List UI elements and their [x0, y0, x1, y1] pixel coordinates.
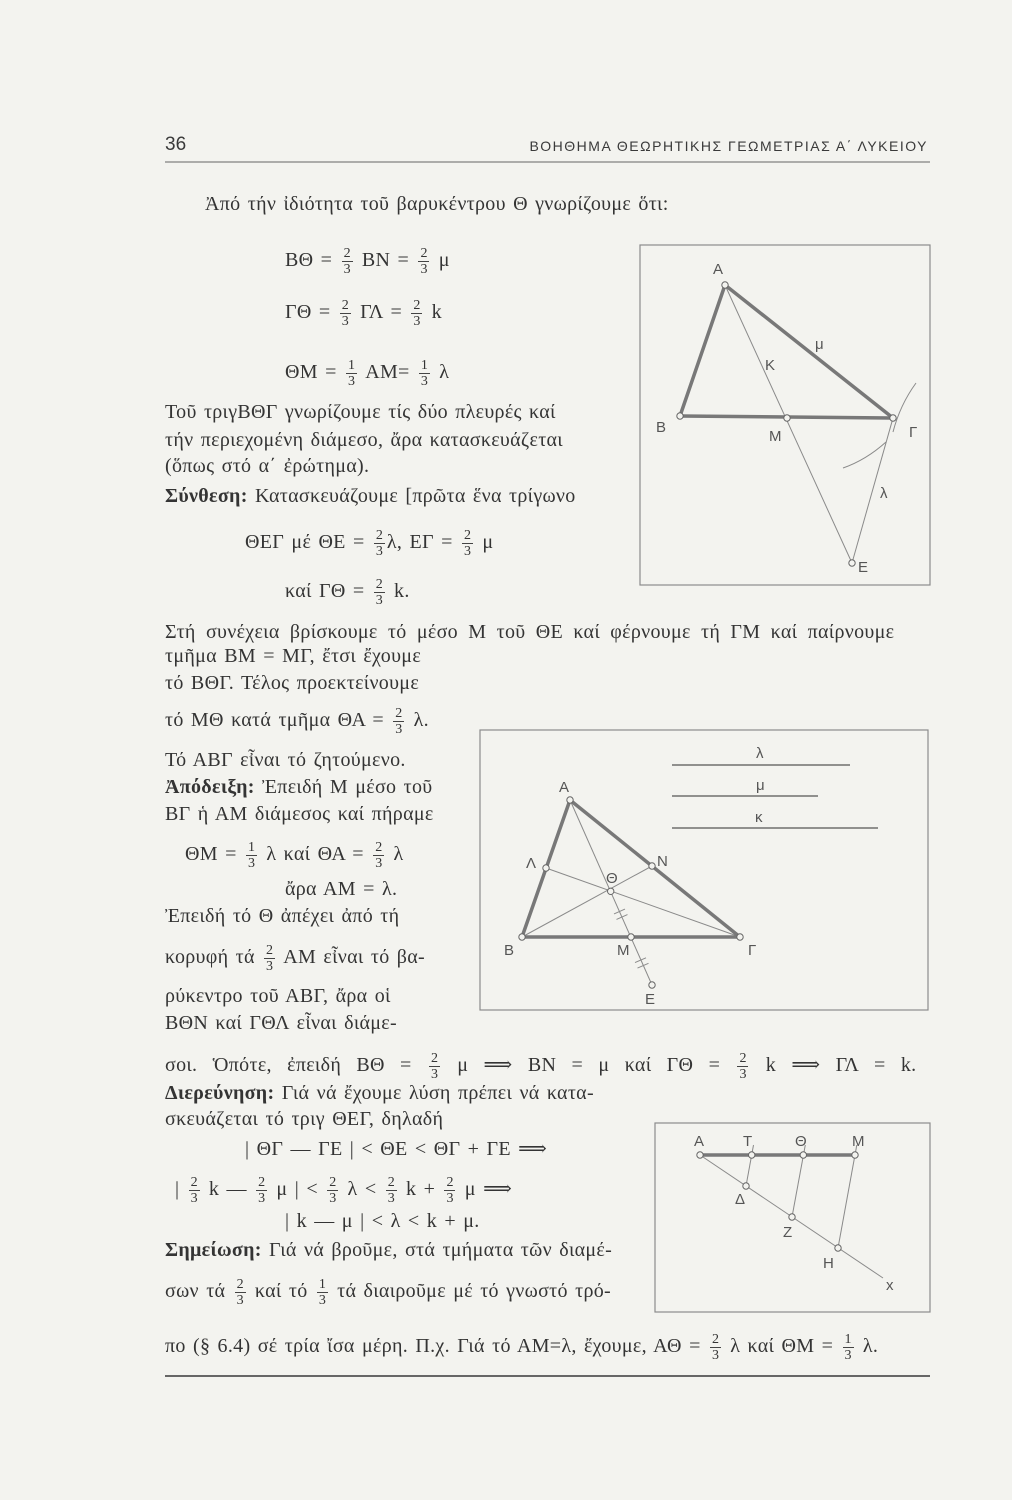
label-th: Θ	[795, 1133, 807, 1150]
side-a-g	[570, 800, 740, 937]
fraction-numerator: 2	[343, 246, 351, 261]
text-run: ΓΛ =	[352, 301, 410, 324]
text-run: Ἐπειδή Μ μέσο τοῦ	[254, 776, 433, 798]
fraction-denominator: 3	[711, 1348, 719, 1363]
text-run: λ.	[406, 709, 429, 732]
side-a-g	[725, 285, 893, 418]
fraction-numerator: 2	[375, 840, 383, 855]
point-a	[567, 797, 573, 803]
label-h: Η	[823, 1255, 834, 1272]
fraction-denominator: 3	[341, 314, 349, 329]
text-run: ΓΘ =	[285, 301, 338, 324]
fraction-numerator: 1	[248, 840, 256, 855]
fraction-numerator: 1	[318, 1277, 326, 1292]
parallel-m-h	[838, 1145, 857, 1248]
label-m: Μ	[769, 428, 782, 445]
label-x: x	[886, 1277, 894, 1294]
text-run: ΘΜ =	[285, 361, 345, 384]
text-run: καί ΓΘ =	[285, 580, 372, 603]
fraction-numerator: 2	[375, 577, 383, 592]
fraction-denominator: 3	[375, 544, 383, 559]
fraction-denominator: 3	[375, 856, 383, 871]
fraction-denominator: 3	[318, 1293, 326, 1308]
text-run: Γιά νά βροῦμε, στά τμήματα τῶν διαμέ-	[261, 1239, 613, 1261]
point-h	[835, 1245, 841, 1251]
text-run: ΘΜ =	[185, 843, 245, 866]
point-m	[784, 415, 790, 421]
side-a-b	[680, 285, 725, 416]
label-l: Λ	[526, 855, 537, 872]
text-run: ΘΕΓ μέ ΘΕ =	[245, 531, 372, 554]
fraction-denominator: 3	[464, 544, 472, 559]
text-run: μ	[431, 249, 450, 272]
text-run: ΑΜ εἶναι τό βα-	[277, 946, 426, 969]
label-centroid: Θ	[606, 870, 618, 887]
fraction-numerator: 2	[375, 528, 383, 543]
fraction-numerator: 2	[711, 1332, 719, 1347]
fraction-denominator: 3	[413, 314, 421, 329]
label-e: Ε	[858, 559, 869, 576]
page-number: 36	[165, 134, 187, 155]
text-run: Στή συνέχεια βρίσκουμε τό μέσο Μ τοῦ ΘΕ καί φέρνουμε τή ΓΜ καί παίρνουμε	[165, 621, 895, 643]
fraction-denominator: 3	[446, 1191, 454, 1206]
fraction-denominator: 3	[395, 722, 403, 737]
point-b	[677, 413, 683, 419]
fraction-numerator: 1	[844, 1332, 852, 1347]
text-run: Γιά νά ἔχουμε λύση πρέπει νά κατα-	[274, 1082, 594, 1104]
fraction-denominator: 3	[343, 262, 351, 277]
median-g-l	[546, 868, 740, 937]
equal-tick	[614, 909, 625, 914]
label-g: Γ	[909, 424, 918, 441]
text-run: | ΘΓ — ΓΕ | < ΘΕ < ΘΓ + ΓΕ ⟹	[245, 1138, 548, 1160]
point-b	[519, 934, 525, 940]
fraction-numerator: 2	[420, 246, 428, 261]
text-run: k	[424, 301, 442, 324]
fraction-numerator: 1	[348, 358, 356, 373]
point-n	[649, 863, 655, 869]
fraction-numerator: 2	[395, 706, 403, 721]
section-heading: Ἀπόδειξη:	[165, 776, 255, 798]
text-run: k +	[398, 1178, 443, 1201]
text-run: (ὅπως στό α΄ ἐρώτημα).	[165, 455, 370, 477]
fraction-denominator: 3	[430, 1067, 438, 1082]
text-run: λ καί ΘΜ =	[722, 1335, 841, 1358]
label-m: Μ	[852, 1133, 865, 1150]
text-run: ρύκεντρο τοῦ ΑΒΓ, ἄρα οἱ	[165, 985, 391, 1007]
point-e	[849, 560, 855, 566]
text-run: σκευάζεται τό τριγ ΘΕΓ, δηλαδή	[165, 1108, 444, 1130]
figure-1-triangle-construction	[640, 245, 930, 585]
fraction-numerator: 2	[236, 1277, 244, 1292]
median-a-e	[725, 285, 852, 563]
fraction-denominator: 3	[258, 1191, 266, 1206]
figure-2-centroid-triangle	[480, 730, 928, 1010]
point-a	[697, 1152, 703, 1158]
text-run: k —	[201, 1178, 255, 1201]
label-b: Β	[656, 419, 667, 436]
text-run: λ	[431, 361, 450, 384]
fraction-numerator: 2	[739, 1051, 747, 1066]
point-e	[649, 982, 655, 988]
fraction-denominator: 3	[375, 593, 383, 608]
point-g	[737, 934, 743, 940]
fraction-numerator: 2	[266, 943, 274, 958]
fraction-numerator: 2	[464, 528, 472, 543]
point-t	[749, 1152, 755, 1158]
text-run: μ ⟹	[457, 1178, 513, 1201]
label-b: Β	[504, 942, 515, 959]
fraction-denominator: 3	[420, 374, 428, 389]
text-run: k.	[386, 580, 410, 603]
label-m: Μ	[617, 942, 630, 959]
running-title: ΒΟΗΘΗΜΑ ΘΕΩΡΗΤΙΚΗΣ ΓΕΩΜΕΤΡΙΑΣ Α΄ ΛΥΚΕΙΟΥ	[529, 138, 928, 154]
point-z	[789, 1214, 795, 1220]
text-run: πο (§ 6.4) σέ τρία ἴσα μέρη. Π.χ. Γιά τό ΑΜ=λ, ἔχουμε, ΑΘ =	[165, 1335, 708, 1358]
text-run: k ⟹ ΓΛ = k.	[750, 1054, 917, 1077]
fraction-denominator: 3	[420, 262, 428, 277]
fraction-denominator: 3	[844, 1348, 852, 1363]
point-m	[628, 934, 634, 940]
label-z: Ζ	[783, 1224, 793, 1241]
fraction-numerator: 2	[446, 1175, 454, 1190]
parallel-t-d	[746, 1145, 754, 1186]
fraction-numerator: 2	[341, 298, 349, 313]
fraction-numerator: 2	[430, 1051, 438, 1066]
equal-tick	[617, 915, 628, 920]
text-run: μ ⟹ ΒΝ = μ καί ΓΘ =	[441, 1054, 736, 1077]
fraction-denominator: 3	[329, 1191, 337, 1206]
label-segment-lambda: λ	[756, 745, 764, 762]
fraction-numerator: 2	[190, 1175, 198, 1190]
text-run: σοι. Ὁπότε, ἐπειδή ΒΘ =	[165, 1054, 427, 1077]
text-run: λ, ΕΓ =	[386, 531, 461, 554]
point-g	[890, 415, 896, 421]
point-centroid	[608, 888, 614, 894]
text-run: καί τό	[247, 1280, 315, 1303]
text-run: λ καί ΘΑ =	[259, 843, 372, 866]
text-run: ΒΝ =	[354, 249, 417, 272]
label-a: Α	[694, 1133, 705, 1150]
text-run: ΑΜ=	[359, 361, 417, 384]
fraction-denominator: 3	[248, 856, 256, 871]
label-a: Α	[713, 261, 724, 278]
label-n: Ν	[657, 853, 668, 870]
fraction-denominator: 3	[739, 1067, 747, 1082]
text-run: Τό ΑΒΓ εἶναι τό ζητούμενο.	[165, 749, 406, 771]
fraction-numerator: 2	[258, 1175, 266, 1190]
text-run: τήν περιεχομένη διάμεσο, ἄρα κατασκευάζεται	[165, 429, 563, 451]
section-heading: Σημείωση:	[165, 1239, 262, 1261]
text-run: σων τά	[165, 1280, 233, 1303]
fraction-denominator: 3	[190, 1191, 198, 1206]
point-d	[743, 1183, 749, 1189]
point-l	[543, 865, 549, 871]
label-g: Γ	[748, 942, 757, 959]
fraction-numerator: 2	[387, 1175, 395, 1190]
label-segment-kappa: κ	[755, 809, 763, 826]
text-run: Ἐπειδή τό Θ ἀπέχει ἀπό τή	[165, 905, 400, 927]
text-run: τά διαιροῦμε μέ τό γνωστό τρό-	[329, 1280, 611, 1303]
fraction-numerator: 1	[420, 358, 428, 373]
point-th	[800, 1152, 806, 1158]
text-run: λ	[386, 843, 404, 866]
label-lambda: λ	[880, 485, 888, 502]
fraction-denominator: 3	[236, 1293, 244, 1308]
figure-3-segment-division	[655, 1123, 930, 1312]
point-a	[722, 282, 728, 288]
text-run: τό ΜΘ κατά τμῆμα ΘΑ =	[165, 709, 392, 732]
text-run: λ <	[340, 1178, 384, 1201]
text-run: Τοῦ τριγΒΘΓ γνωρίζουμε τίς δύο πλευρές καί	[165, 401, 556, 423]
label-segment-mu: μ	[756, 777, 765, 794]
fraction-denominator: 3	[387, 1191, 395, 1206]
fraction-numerator: 2	[413, 298, 421, 313]
text-run: | k — μ | < λ < k + μ.	[285, 1210, 480, 1232]
label-d: Δ	[735, 1191, 746, 1208]
label-mu: μ	[815, 336, 824, 353]
label-k: Κ	[765, 357, 776, 374]
text-run: ΒΓ ἡ ΑΜ διάμεσος καί πήραμε	[165, 803, 434, 825]
text-run: ἄρα ΑΜ = λ.	[285, 878, 398, 900]
fraction-denominator: 3	[266, 959, 274, 974]
section-heading: Διερεύνηση:	[165, 1082, 275, 1104]
label-t: Τ	[743, 1133, 753, 1150]
text-run: μ | <	[269, 1178, 326, 1201]
fraction-numerator: 2	[329, 1175, 337, 1190]
text-run: Κατασκευάζουμε [πρῶτα ἕνα τρίγωνο	[247, 485, 576, 507]
section-heading: Σύνθεση:	[165, 485, 248, 507]
label-a: Α	[559, 779, 570, 796]
text-run: |	[175, 1178, 187, 1201]
text-run: τό ΒΘΓ. Τέλος προεκτείνουμε	[165, 672, 420, 694]
text-run: μ	[475, 531, 494, 554]
point-m	[852, 1152, 858, 1158]
text-run: κορυφή τά	[165, 946, 263, 969]
label-e: Ε	[645, 991, 656, 1008]
text-run: λ.	[855, 1335, 879, 1358]
text-run: ΒΘΝ καί ΓΘΛ εἶναι διάμε-	[165, 1012, 397, 1034]
text-run: Ἀπό τήν ἰδιότητα τοῦ βαρυκέντρου Θ γνωρίζουμε ὅτι:	[205, 193, 669, 215]
text-run: τμῆμα ΒΜ = ΜΓ, ἔτσι ἔχουμε	[165, 645, 422, 667]
fraction-denominator: 3	[348, 374, 356, 389]
text-run: ΒΘ =	[285, 249, 340, 272]
